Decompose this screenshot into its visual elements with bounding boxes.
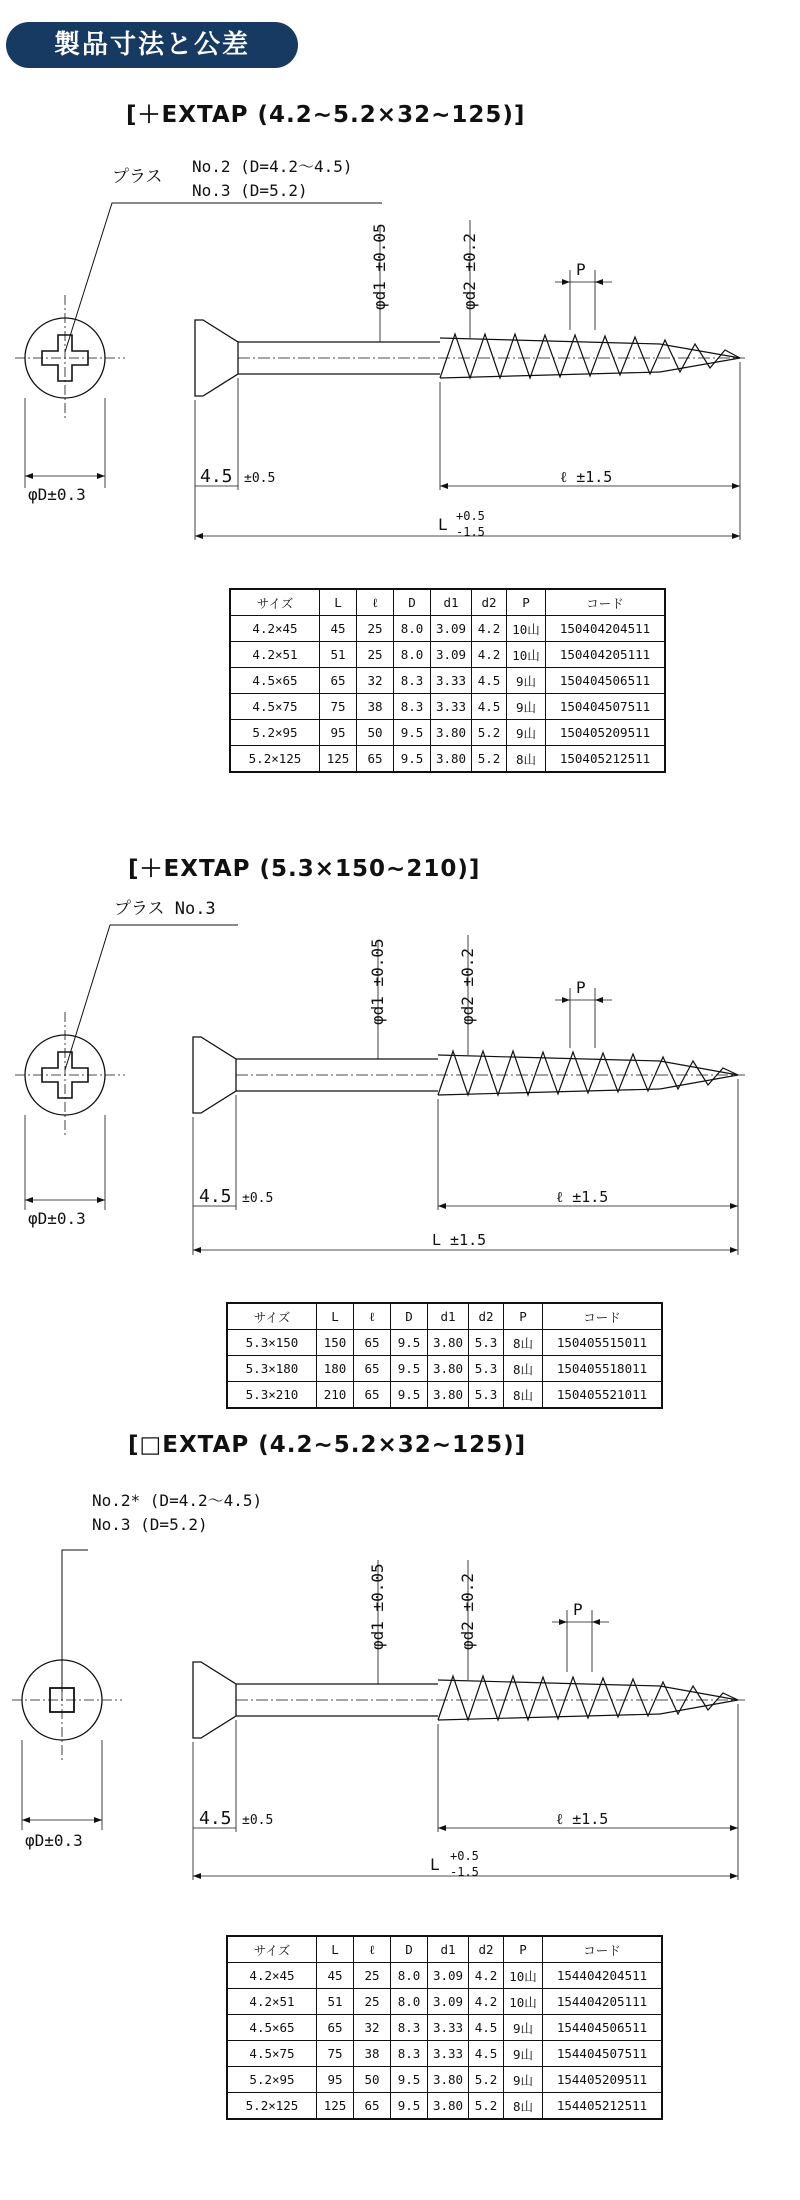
dim-head: 4.5 bbox=[199, 1808, 232, 1829]
table-cell: 9.5 bbox=[391, 1382, 428, 1409]
table-cell: 150405212511 bbox=[546, 746, 666, 773]
table-cell: 75 bbox=[317, 2041, 354, 2067]
dim-l: ℓ ±1.5 bbox=[556, 1188, 609, 1206]
dim-head-tol: ±0.5 bbox=[244, 471, 276, 486]
table-cell: 9山 bbox=[507, 720, 546, 746]
table-cell: 65 bbox=[354, 2093, 391, 2120]
table-cell: 4.2 bbox=[472, 642, 507, 668]
table-cell: 65 bbox=[317, 2015, 354, 2041]
table-cell: 65 bbox=[354, 1330, 391, 1356]
table-cell: 9.5 bbox=[391, 1330, 428, 1356]
table-cell: 5.2×125 bbox=[227, 2093, 317, 2120]
table-cell: 25 bbox=[354, 1989, 391, 2015]
table-cell: 8.3 bbox=[394, 668, 431, 694]
table-cell: 8山 bbox=[507, 746, 546, 773]
table-cell: 150404205111 bbox=[546, 642, 666, 668]
col-header: D bbox=[394, 589, 431, 616]
drive-label-no2: No.2* (D=4.2～4.5) bbox=[92, 1491, 263, 1510]
col-header: サイズ bbox=[227, 1936, 317, 1963]
table-cell: 8山 bbox=[504, 1356, 543, 1382]
table-cell: 8山 bbox=[504, 2093, 543, 2120]
table-cell: 8.0 bbox=[394, 642, 431, 668]
table-cell: 3.80 bbox=[431, 720, 472, 746]
table-row bbox=[227, 1382, 662, 1409]
table-cell: 3.80 bbox=[428, 1356, 469, 1382]
table-cell: 5.3 bbox=[469, 1356, 504, 1382]
table-cell: 5.2 bbox=[472, 746, 507, 773]
table-cell: 8.0 bbox=[391, 1963, 428, 1989]
table-cell: 125 bbox=[317, 2093, 354, 2120]
dim-l: ℓ ±1.5 bbox=[560, 468, 613, 486]
col-header: サイズ bbox=[230, 589, 320, 616]
dim-P: P bbox=[576, 978, 586, 997]
spec-table bbox=[226, 1935, 663, 2120]
table-row bbox=[227, 2041, 662, 2067]
table-cell: 25 bbox=[357, 642, 394, 668]
col-header: P bbox=[504, 1303, 543, 1330]
table-cell: 4.5×75 bbox=[227, 2041, 317, 2067]
table-cell: 3.33 bbox=[431, 668, 472, 694]
table-cell: 3.09 bbox=[428, 1963, 469, 1989]
table-cell: 65 bbox=[357, 746, 394, 773]
table-cell: 9.5 bbox=[391, 2093, 428, 2120]
table-cell: 5.2×125 bbox=[230, 746, 320, 773]
table-cell: 51 bbox=[317, 1989, 354, 2015]
table-cell: 150405518011 bbox=[543, 1356, 663, 1382]
col-header: ℓ bbox=[357, 589, 394, 616]
section-title: [＋EXTAP (5.3×150~210)] bbox=[128, 856, 481, 882]
col-header: d1 bbox=[428, 1303, 469, 1330]
table-cell: 5.3×210 bbox=[227, 1382, 317, 1409]
dim-d1: φd1 ±0.05 bbox=[368, 1563, 387, 1650]
table-cell: 3.09 bbox=[428, 1989, 469, 2015]
thread-section bbox=[440, 334, 740, 378]
table-cell: 45 bbox=[320, 616, 357, 642]
table-cell: 154405209511 bbox=[543, 2067, 663, 2093]
table-cell: 8.0 bbox=[391, 1989, 428, 2015]
col-header: P bbox=[507, 589, 546, 616]
table-cell: 45 bbox=[317, 1963, 354, 1989]
table-cell: 154405212511 bbox=[543, 2093, 663, 2120]
dim-L: L bbox=[430, 1855, 440, 1874]
table-cell: 4.5 bbox=[472, 694, 507, 720]
col-header: d1 bbox=[428, 1936, 469, 1963]
table-row bbox=[227, 1356, 662, 1382]
col-header: d2 bbox=[469, 1303, 504, 1330]
table-cell: 4.5 bbox=[469, 2041, 504, 2067]
dim-L: L ±1.5 bbox=[432, 1231, 487, 1249]
table-cell: 9山 bbox=[504, 2041, 543, 2067]
table-header-row bbox=[227, 1303, 662, 1330]
table-cell: 8.3 bbox=[391, 2041, 428, 2067]
table-cell: 32 bbox=[354, 2015, 391, 2041]
screw-drawing bbox=[0, 0, 800, 560]
table-cell: 210 bbox=[317, 1382, 354, 1409]
dim-P: P bbox=[576, 260, 586, 279]
table-cell: 3.09 bbox=[431, 642, 472, 668]
table-cell: 150405209511 bbox=[546, 720, 666, 746]
table-cell: 3.80 bbox=[428, 2067, 469, 2093]
table-row bbox=[227, 2015, 662, 2041]
table-row bbox=[227, 1330, 662, 1356]
table-row bbox=[230, 694, 665, 720]
table-cell: 10山 bbox=[504, 1963, 543, 1989]
table-cell: 5.3×150 bbox=[227, 1330, 317, 1356]
table-cell: 3.80 bbox=[431, 746, 472, 773]
dim-head-tol: ±0.5 bbox=[242, 1813, 274, 1828]
table-cell: 5.3×180 bbox=[227, 1356, 317, 1382]
dim-L-tol-down: -1.5 bbox=[456, 525, 485, 539]
table-cell: 65 bbox=[354, 1382, 391, 1409]
table-cell: 4.2×45 bbox=[230, 616, 320, 642]
col-header: D bbox=[391, 1936, 428, 1963]
table-cell: 8.3 bbox=[391, 2015, 428, 2041]
table-cell: 150405521011 bbox=[543, 1382, 663, 1409]
col-header: コード bbox=[546, 589, 666, 616]
table-cell: 75 bbox=[320, 694, 357, 720]
dim-d2: φd2 ±0.2 bbox=[458, 947, 477, 1025]
table-cell: 150404507511 bbox=[546, 694, 666, 720]
dim-D: φD±0.3 bbox=[28, 485, 86, 504]
spec-table bbox=[226, 1302, 663, 1409]
col-header: L bbox=[317, 1936, 354, 1963]
table-row bbox=[227, 1963, 662, 1989]
table-cell: 10山 bbox=[507, 642, 546, 668]
table-cell: 5.2×95 bbox=[227, 2067, 317, 2093]
dim-L-tol-down: -1.5 bbox=[450, 1865, 479, 1879]
table-cell: 95 bbox=[317, 2067, 354, 2093]
table-cell: 150404506511 bbox=[546, 668, 666, 694]
dim-head: 4.5 bbox=[200, 466, 233, 487]
col-header: ℓ bbox=[354, 1936, 391, 1963]
section-title: [□EXTAP (4.2~5.2×32~125)] bbox=[128, 1432, 527, 1458]
table-cell: 3.80 bbox=[428, 1330, 469, 1356]
section-plus-extap-long bbox=[0, 830, 800, 1430]
table-cell: 4.2 bbox=[469, 1989, 504, 2015]
table-cell: 95 bbox=[320, 720, 357, 746]
dim-d1: φd1 ±0.05 bbox=[370, 223, 389, 310]
table-cell: 9山 bbox=[507, 668, 546, 694]
col-header: L bbox=[317, 1303, 354, 1330]
table-cell: 32 bbox=[357, 668, 394, 694]
thread-section bbox=[438, 1676, 738, 1720]
drive-label-no3: No.3 (D=5.2) bbox=[192, 181, 308, 200]
drive-leader bbox=[65, 203, 382, 352]
dim-l: ℓ ±1.5 bbox=[556, 1810, 609, 1828]
table-cell: 8山 bbox=[504, 1330, 543, 1356]
drive-leader bbox=[65, 925, 238, 1070]
table-cell: 125 bbox=[320, 746, 357, 773]
table-cell: 51 bbox=[320, 642, 357, 668]
table-cell: 38 bbox=[354, 2041, 391, 2067]
dim-head: 4.5 bbox=[199, 1186, 232, 1207]
table-cell: 4.2 bbox=[472, 616, 507, 642]
table-cell: 65 bbox=[354, 1356, 391, 1382]
table-cell: 4.2×51 bbox=[227, 1989, 317, 2015]
table-cell: 3.80 bbox=[428, 1382, 469, 1409]
table-cell: 8.0 bbox=[394, 616, 431, 642]
screw-drawing bbox=[0, 830, 800, 1270]
table-cell: 10山 bbox=[504, 1989, 543, 2015]
table-cell: 9山 bbox=[507, 694, 546, 720]
table-cell: 25 bbox=[354, 1963, 391, 1989]
table-cell: 9.5 bbox=[391, 2067, 428, 2093]
table-cell: 150404204511 bbox=[546, 616, 666, 642]
table-cell: 38 bbox=[357, 694, 394, 720]
col-header: コード bbox=[543, 1936, 663, 1963]
col-header: コード bbox=[543, 1303, 663, 1330]
table-cell: 5.3 bbox=[469, 1330, 504, 1356]
table-cell: 180 bbox=[317, 1356, 354, 1382]
table-row bbox=[230, 668, 665, 694]
table-cell: 4.5 bbox=[472, 668, 507, 694]
table-row bbox=[227, 2067, 662, 2093]
dim-P: P bbox=[573, 1600, 583, 1619]
section-square-extap bbox=[0, 1410, 800, 2200]
table-cell: 9山 bbox=[504, 2067, 543, 2093]
table-cell: 4.2 bbox=[469, 1963, 504, 1989]
table-row bbox=[230, 720, 665, 746]
col-header: P bbox=[504, 1936, 543, 1963]
table-cell: 5.3 bbox=[469, 1382, 504, 1409]
section-plus-extap-standard bbox=[0, 0, 800, 800]
table-cell: 9.5 bbox=[391, 1356, 428, 1382]
table-cell: 4.5×65 bbox=[227, 2015, 317, 2041]
table-row bbox=[227, 1989, 662, 2015]
table-cell: 8山 bbox=[504, 1382, 543, 1409]
drive-label-type: プラス No.3 bbox=[114, 899, 216, 919]
table-row bbox=[230, 746, 665, 773]
thread-section bbox=[438, 1051, 738, 1095]
table-cell: 65 bbox=[320, 668, 357, 694]
table-cell: 3.80 bbox=[428, 2093, 469, 2120]
table-header-row bbox=[230, 589, 665, 616]
screw-head bbox=[195, 320, 238, 396]
drive-label-type: プラス bbox=[112, 167, 163, 187]
dim-L: L bbox=[438, 515, 448, 534]
drive-label-no2: No.2 (D=4.2～4.5) bbox=[192, 157, 353, 176]
section-title: [＋EXTAP (4.2~5.2×32~125)] bbox=[126, 102, 526, 128]
dim-L-tol-up: +0.5 bbox=[450, 1849, 479, 1863]
table-cell: 4.5 bbox=[469, 2015, 504, 2041]
table-cell: 5.2×95 bbox=[230, 720, 320, 746]
table-cell: 25 bbox=[357, 616, 394, 642]
table-cell: 5.2 bbox=[472, 720, 507, 746]
dim-L-tol-up: +0.5 bbox=[456, 509, 485, 523]
table-row bbox=[227, 2093, 662, 2120]
dim-D: φD±0.3 bbox=[28, 1209, 86, 1228]
screw-head bbox=[193, 1037, 236, 1113]
table-cell: 3.09 bbox=[431, 616, 472, 642]
col-header: d2 bbox=[469, 1936, 504, 1963]
table-cell: 4.2×51 bbox=[230, 642, 320, 668]
table-cell: 150 bbox=[317, 1330, 354, 1356]
col-header: L bbox=[320, 589, 357, 616]
dim-d2: φd2 ±0.2 bbox=[458, 1572, 477, 1650]
table-cell: 50 bbox=[354, 2067, 391, 2093]
dim-D: φD±0.3 bbox=[25, 1831, 83, 1850]
col-header: d1 bbox=[431, 589, 472, 616]
table-row bbox=[230, 616, 665, 642]
dim-d1: φd1 ±0.05 bbox=[368, 938, 387, 1025]
table-cell: 4.2×45 bbox=[227, 1963, 317, 1989]
table-row bbox=[230, 642, 665, 668]
col-header: D bbox=[391, 1303, 428, 1330]
table-cell: 9.5 bbox=[394, 720, 431, 746]
col-header: d2 bbox=[472, 589, 507, 616]
drive-label-no3: No.3 (D=5.2) bbox=[92, 1515, 208, 1534]
table-cell: 3.33 bbox=[428, 2015, 469, 2041]
spec-table bbox=[229, 588, 666, 773]
col-header: サイズ bbox=[227, 1303, 317, 1330]
page-title: 製品寸法と公差 bbox=[6, 22, 298, 68]
dim-d2: φd2 ±0.2 bbox=[460, 232, 479, 310]
table-cell: 150405515011 bbox=[543, 1330, 663, 1356]
table-header-row bbox=[227, 1936, 662, 1963]
table-cell: 154404204511 bbox=[543, 1963, 663, 1989]
table-cell: 5.2 bbox=[469, 2093, 504, 2120]
screw-drawing bbox=[0, 1410, 800, 1930]
table-cell: 8.3 bbox=[394, 694, 431, 720]
table-cell: 3.33 bbox=[428, 2041, 469, 2067]
col-header: ℓ bbox=[354, 1303, 391, 1330]
drive-leader bbox=[62, 1550, 88, 1692]
screw-head bbox=[193, 1662, 236, 1738]
table-cell: 4.5×75 bbox=[230, 694, 320, 720]
table-cell: 50 bbox=[357, 720, 394, 746]
table-cell: 10山 bbox=[507, 616, 546, 642]
table-cell: 154404507511 bbox=[543, 2041, 663, 2067]
table-cell: 154404506511 bbox=[543, 2015, 663, 2041]
dim-head-tol: ±0.5 bbox=[242, 1191, 274, 1206]
table-cell: 4.5×65 bbox=[230, 668, 320, 694]
table-cell: 154404205111 bbox=[543, 1989, 663, 2015]
table-cell: 5.2 bbox=[469, 2067, 504, 2093]
table-cell: 9.5 bbox=[394, 746, 431, 773]
table-cell: 9山 bbox=[504, 2015, 543, 2041]
table-cell: 3.33 bbox=[431, 694, 472, 720]
